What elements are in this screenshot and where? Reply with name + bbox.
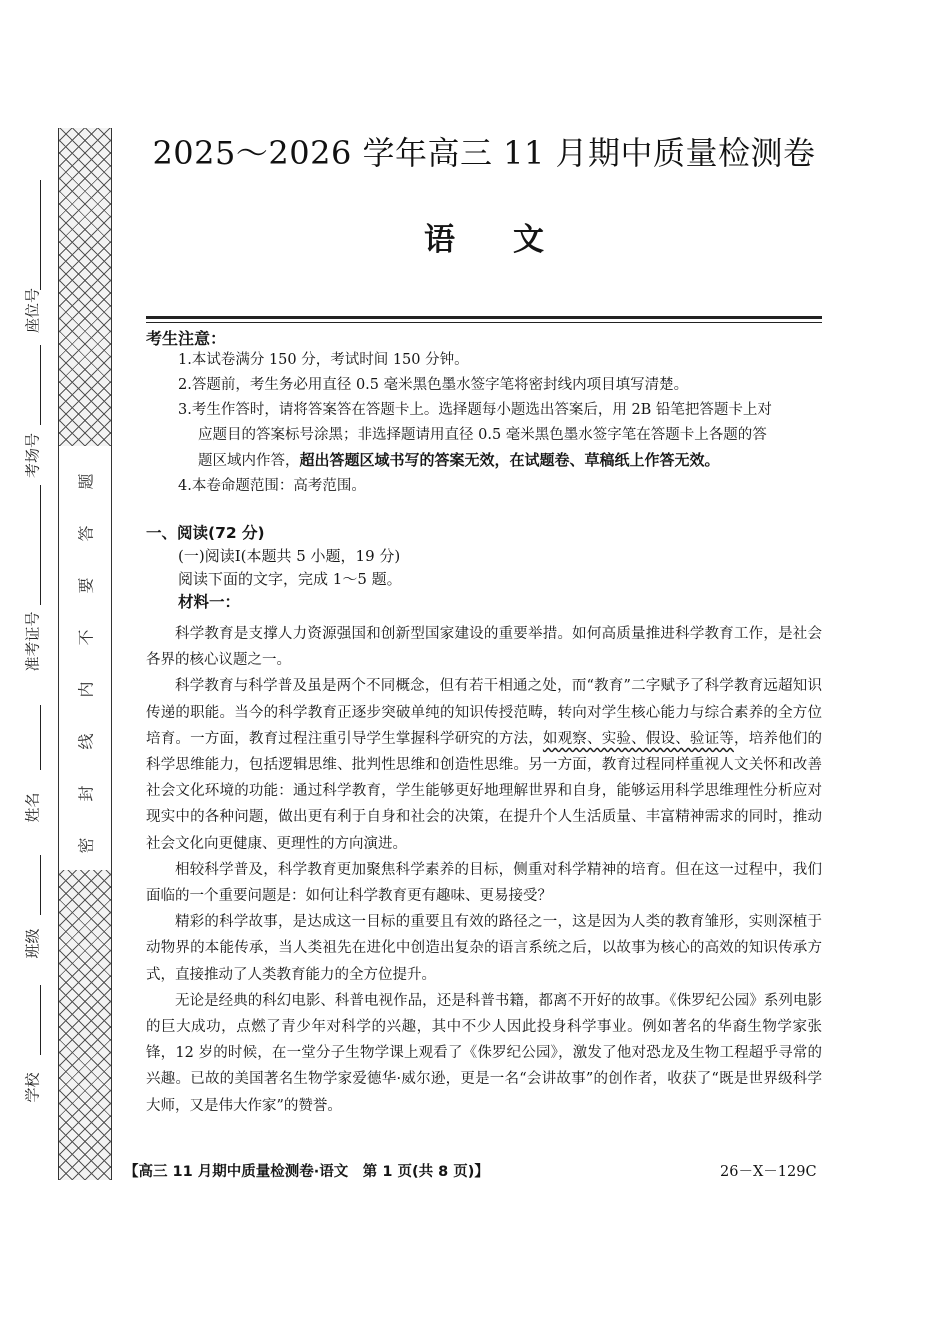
- name-label: 姓名: [23, 792, 42, 823]
- binding-margin-fields: [0, 0, 58, 1344]
- seal-pattern-top: [58, 128, 112, 446]
- seal-char-8: 题: [76, 473, 96, 490]
- notice-item-3-line-2: 应题目的答案标号涂黑；非选择题请用直径 0.5 毫米黑色墨水签字笔在答题卡上各题的答: [198, 427, 767, 443]
- seal-char-5: 不: [76, 629, 96, 646]
- school-field[interactable]: [8, 985, 52, 1120]
- admission-number-field[interactable]: [8, 485, 52, 675]
- seal-line-strip: [58, 128, 110, 1180]
- school-line: [40, 985, 41, 1055]
- subject-title: 语文: [424, 222, 602, 258]
- reading-instruction: 阅读下面的文字，完成 1～5 题。: [178, 570, 402, 588]
- paragraph-2: [146, 673, 822, 856]
- notice-warning: 超出答题区域书写的答案无效，在试题卷、草稿纸上作答无效。: [299, 451, 720, 469]
- wavy-underlined-phrase: 如观察、实验、假设、验证等: [542, 730, 735, 747]
- paragraph-1: 科学教育是支撑人力资源强国和创新型国家建设的重要举措。如何高质量推进科学教育工作，是社会各界的核心议题之一。: [146, 626, 822, 669]
- exam-room-label: 考场号: [23, 432, 42, 479]
- reading-section: [146, 522, 822, 614]
- seal-char-2: 封: [76, 785, 96, 802]
- seal-char-4: 内: [76, 681, 96, 698]
- class-line: [40, 855, 41, 915]
- footer-label: 【高三 11 月期中质量检测卷·语文 第 1 页(共 8 页)】: [124, 1164, 489, 1180]
- paragraph-2-part-a: 科学教育与科学普及虽是两个不同概念，但有若干相通之处，而“教育”二字赋予了科学教育远超知识传递的职能。当今的科学教育正逐步突破单纯的知识传授范畴，转向对学生核心能力与综合素养的全方位培育。一方面，教育过程注重引导学生掌握科学研究的方法，: [146, 678, 822, 747]
- section-heading: 一、阅读(72 分): [146, 524, 265, 542]
- page-footer: [124, 1160, 824, 1181]
- notice-item-3-line-3: [178, 448, 822, 474]
- seal-char-7: 答: [76, 525, 96, 542]
- sub-section-heading: (一)阅读Ⅰ(本题共 5 小题，19 分): [178, 547, 401, 565]
- seal-char-3: 线: [76, 733, 96, 750]
- seat-number-field[interactable]: [8, 180, 52, 340]
- seal-text-box: [58, 446, 112, 870]
- exam-room-field[interactable]: [8, 345, 52, 479]
- name-field[interactable]: [8, 705, 52, 840]
- seal-pattern-bottom: [58, 870, 112, 1180]
- reading-passage: [146, 621, 822, 1119]
- seat-number-label: 座位号: [23, 287, 42, 334]
- school-label: 学校: [23, 1072, 42, 1103]
- notice-item-4: 4.本卷命题范围：高考范围。: [178, 478, 366, 494]
- material-label: 材料一：: [178, 593, 241, 611]
- notice-item-1: 1.本试卷满分 150 分，考试时间 150 分钟。: [178, 352, 469, 368]
- seat-number-line: [40, 180, 41, 290]
- notice-item-2: 2.答题前，考生务必用直径 0.5 毫米黑色墨水签字笔将密封线内项目填写清楚。: [178, 377, 689, 393]
- seal-char-6: 要: [76, 577, 96, 594]
- admission-number-line: [40, 485, 41, 605]
- class-label: 班级: [23, 928, 42, 959]
- name-line: [40, 705, 41, 770]
- paragraph-3: 相较科学普及，科学教育更加聚焦科学素养的目标，侧重对科学精神的培育。但在这一过程中，我们面临的一个重要问题是：如何让科学教育更有趣味、更易接受？: [146, 861, 822, 905]
- paragraph-2-part-b: ，培养他们的科学思维能力，包括逻辑思维、批判性思维和创造性思维。另一方面，教育过程同样重视人文关怀和改善社会文化环境的功能：通过科学教育，学生能够更好地理解世界和自身，能够运用科学思维理性分析应对现实中的各种问题，做出更有利于自身和社会的决策，在提升个人生活质量、丰富精神需求的同时，推动社会文化向更健康、更理性的方向演进。: [146, 730, 823, 852]
- notice-list: [178, 348, 822, 499]
- exam-room-line: [40, 345, 41, 425]
- notice-item-3: 3.考生作答时，请将答案答在答题卡上。选择题每小题选出答案后，用 2B 铅笔把答题卡上对: [178, 402, 772, 418]
- admission-number-label: 准考证号: [23, 611, 42, 672]
- paragraph-5: 无论是经典的科幻电影、科普电视作品，还是科普书籍，都离不开好的故事。《侏罗纪公园》系列电影的巨大成功，点燃了青少年对科学的兴趣，其中不少人因此投身科学事业。例如著名的华裔生物学家张锋，12 岁的时候，在一堂分子生物学课上观看了《侏罗纪公园》，激发了他对恐龙及生物工程超乎寻常的兴趣。已故的美国著名生物学家爱德华·威尔逊，更是一名“会讲故事”的创作者，收获了“既是世界级科学大师，又是伟大作家”的赞誉。: [146, 992, 822, 1114]
- header-rule-thin: [146, 322, 822, 323]
- exam-title: 2025～2026 学年高三 11 月期中质量检测卷: [152, 134, 816, 172]
- notice-item-3-text: 题区域内作答，: [198, 453, 300, 469]
- header-rule-thick: [146, 316, 822, 319]
- paragraph-4: 精彩的科学故事，是达成这一目标的重要且有效的路径之一，这是因为人类的教育雏形，实则深植于动物界的本能传承，当人类祖先在进化中创造出复杂的语言系统之后，以故事为核心的高效的知识传承方式，直接推动了人类教育能力的全方位提升。: [146, 914, 822, 983]
- class-field[interactable]: [8, 855, 52, 975]
- paper-code: 26－X－129C: [720, 1164, 817, 1180]
- notice-heading: 考生注意：: [146, 329, 227, 348]
- seal-char-1: 密: [76, 837, 96, 854]
